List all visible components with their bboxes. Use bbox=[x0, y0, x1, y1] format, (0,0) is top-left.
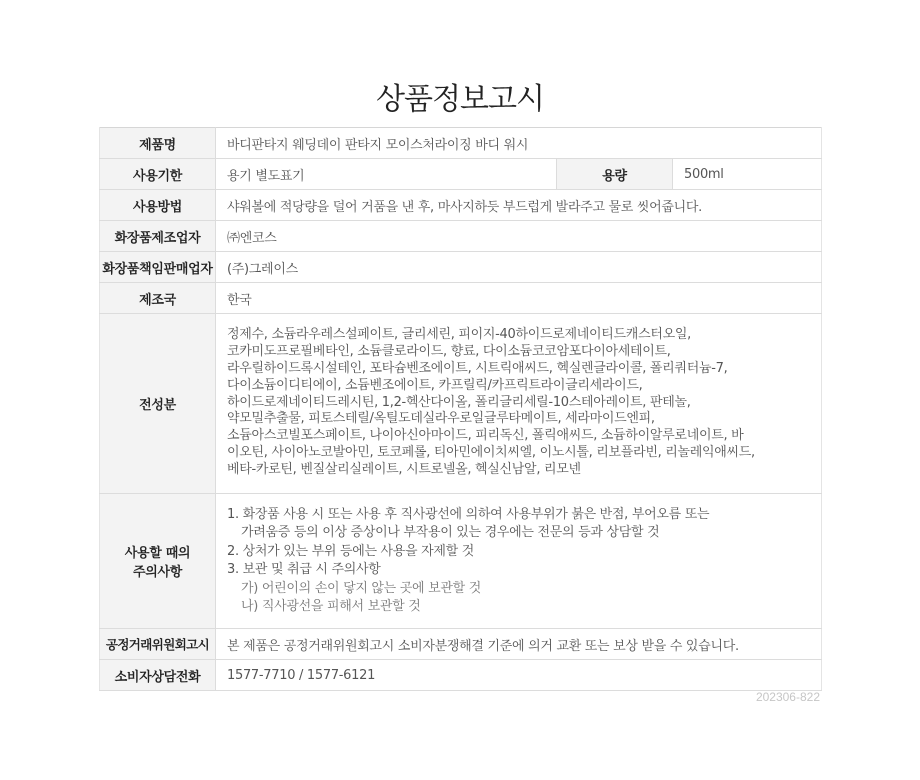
origin-value: 한국 bbox=[216, 283, 822, 314]
ingredients-line: 이오틴, 사이아노코발아민, 토코페롤, 티아민에이치씨엘, 이노시톨, 리보플라빈, 리놀레익애씨드, bbox=[227, 445, 755, 461]
row-origin bbox=[100, 283, 822, 314]
ingredients-line: 정제수, 소듐라우레스설페이트, 글리세린, 피이지-40하이드로제네이티드캐스터오일, bbox=[227, 326, 691, 342]
row-caution bbox=[100, 494, 822, 629]
product-name-label: 제품명 bbox=[100, 128, 216, 159]
caution-label-line: 주의사항 bbox=[132, 565, 183, 581]
usage-label: 사용방법 bbox=[100, 190, 216, 221]
row-usage bbox=[100, 190, 822, 221]
row-ftc bbox=[100, 629, 822, 660]
caution-line: 가) 어린이의 손이 닿지 않는 곳에 보관할 것 bbox=[241, 580, 481, 596]
caution-line: 3. 보관 및 취급 시 주의사항 bbox=[227, 562, 381, 578]
ftc-value: 본 제품은 공정거래위원회고시 소비자분쟁해결 기준에 의거 교환 또는 보상 받을 수 있습니다. bbox=[216, 629, 822, 660]
ingredients-line: 소듐아스코빌포스페이트, 나이아신아마이드, 피리독신, 폴릭애씨드, 소듐하이알루로네이트, 바 bbox=[227, 428, 744, 444]
ingredients-line: 약모밀추출물, 피토스테릴/옥틸도데실라우로일글루타메이트, 세라마이드엔피, bbox=[227, 411, 655, 427]
contact-value: 1577-7710 / 1577-6121 bbox=[216, 660, 822, 691]
product-info-table bbox=[99, 127, 822, 691]
row-product-name bbox=[100, 128, 822, 159]
ingredients-line: 베타-카로틴, 벤질살리실레이트, 시트로넬올, 헥실신남알, 리모넨 bbox=[227, 462, 581, 478]
caution-line: 나) 직사광선을 피해서 보관할 것 bbox=[241, 599, 421, 615]
ingredients-line: 라우릴하이드록시설테인, 포타슘벤조에이트, 시트릭애씨드, 헥실렌글라이콜, 폴리쿼터늄-7, bbox=[227, 360, 728, 376]
seller-label: 화장품책임판매업자 bbox=[100, 252, 216, 283]
usage-value: 샤워볼에 적당량을 덜어 거품을 낸 후, 마사지하듯 부드럽게 발라주고 물로 씻어줍니다. bbox=[216, 190, 822, 221]
caution-value bbox=[216, 494, 822, 629]
seller-value: (주)그레이스 bbox=[216, 252, 822, 283]
origin-label: 제조국 bbox=[100, 283, 216, 314]
row-manufacturer bbox=[100, 221, 822, 252]
manufacturer-label: 화장품제조업자 bbox=[100, 221, 216, 252]
capacity-value: 500ml bbox=[673, 159, 822, 190]
ingredients-line: 코카미도프로필베타인, 소듐클로라이드, 향료, 다이소듐코코암포다이아세테이트, bbox=[227, 343, 671, 359]
caution-line: 1. 화장품 사용 시 또는 사용 후 직사광선에 의하여 사용부위가 붉은 반점, 부어오름 또는 bbox=[227, 507, 710, 522]
caution-label-line: 사용할 때의 bbox=[124, 546, 191, 562]
product-name-value: 바디판타지 웨딩데이 판타지 모이스처라이징 바디 워시 bbox=[216, 128, 822, 159]
caution-label bbox=[100, 494, 216, 629]
row-contact bbox=[100, 660, 822, 691]
expiry-label: 사용기한 bbox=[100, 159, 216, 190]
caution-line: 2. 상처가 있는 부위 등에는 사용을 자제할 것 bbox=[227, 543, 475, 559]
contact-label: 소비자상담전화 bbox=[100, 660, 216, 691]
ingredients-value bbox=[216, 314, 822, 494]
row-expiry bbox=[100, 159, 822, 190]
row-seller bbox=[100, 252, 822, 283]
row-ingredients bbox=[100, 314, 822, 494]
ingredients-line: 다이소듐이디티에이, 소듐벤조에이트, 카프릴릭/카프릭트라이글리세라이드, bbox=[227, 377, 643, 393]
manufacturer-value: ㈜엔코스 bbox=[216, 221, 822, 252]
caution-line: 가려움증 등의 이상 증상이나 부작용이 있는 경우에는 전문의 등과 상담할 것 bbox=[241, 525, 660, 541]
capacity-label: 용량 bbox=[557, 159, 673, 190]
expiry-value: 용기 별도표기 bbox=[216, 159, 557, 190]
document-code: 202306-822 bbox=[755, 690, 820, 704]
ftc-label: 공정거래위원회고시 bbox=[100, 629, 216, 660]
page-title: 상품정보고시 bbox=[376, 82, 544, 117]
ingredients-line: 하이드로제네이티드레시틴, 1,2-헥산다이올, 폴리글리세릴-10스테아레이트, 판테놀, bbox=[227, 394, 691, 410]
ingredients-label: 전성분 bbox=[100, 314, 216, 494]
